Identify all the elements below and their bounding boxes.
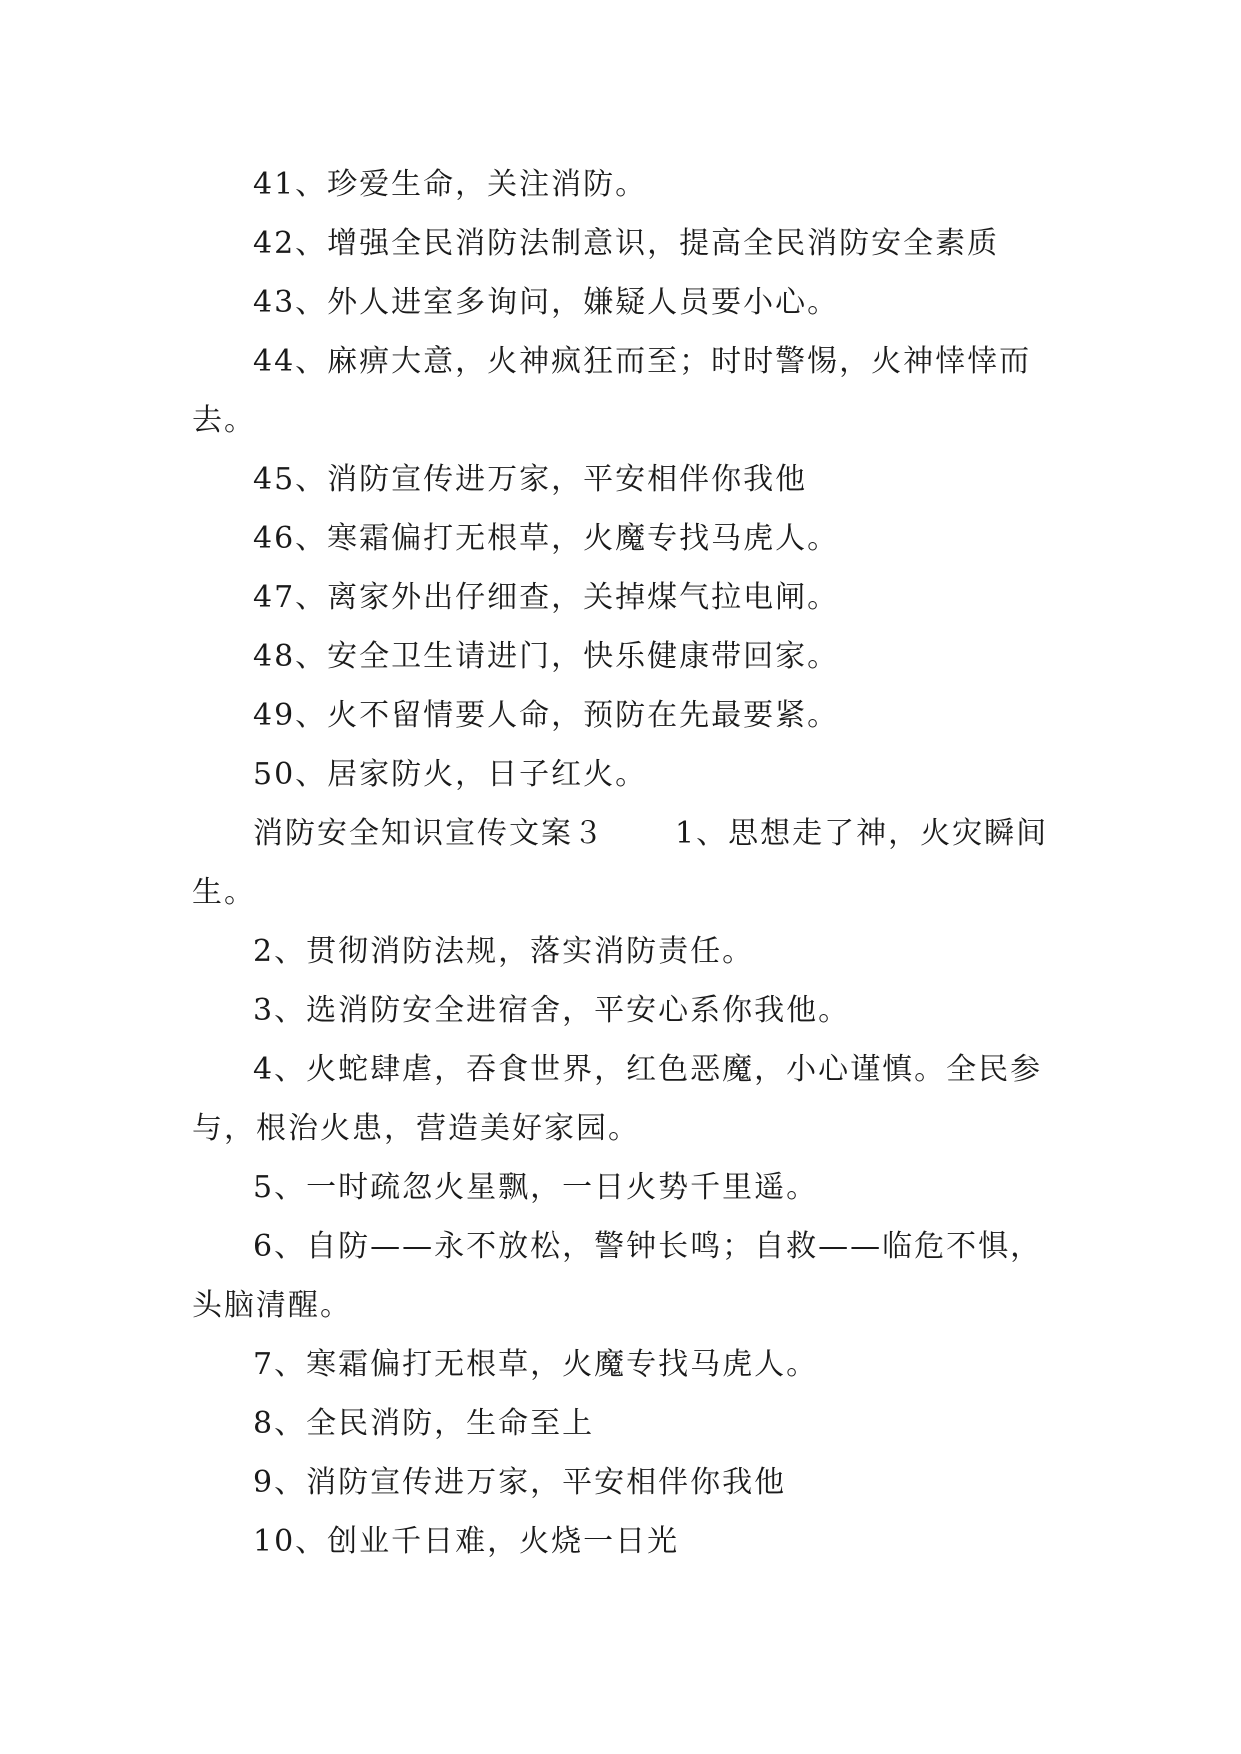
- section-three-paragraph: [192, 804, 1052, 922]
- slogan-3-2: 2、贯彻消防法规，落实消防责任。: [253, 934, 755, 969]
- slogan-48: 48、安全卫生请进门，快乐健康带回家。: [253, 639, 840, 674]
- slogan-42: 42、增强全民消防法制意识，提高全民消防安全素质: [253, 226, 1000, 261]
- slogan-43: 43、外人进室多询问，嫌疑人员要小心。: [253, 285, 840, 320]
- slogan-41: 41、珍爱生命，关注消防。: [253, 167, 648, 202]
- slogan-3-1: 1、思想走了神，火灾瞬间生。: [192, 816, 1049, 910]
- slogan-47: 47、离家外出仔细查，关掉煤气拉电闸。: [253, 580, 840, 615]
- slogan-3-10: 10、创业千日难，火烧一日光: [253, 1524, 680, 1559]
- slogan-3-3: 3、选消防安全进宿舍，平安心系你我他。: [253, 993, 851, 1028]
- slogan-44: 44、麻痹大意，火神疯狂而至；时时警惕，火神悻悻而去。: [192, 344, 1032, 438]
- slogan-46: 46、寒霜偏打无根草，火魔专找马虎人。: [253, 521, 840, 556]
- section-heading: 消防安全知识宣传文案３: [253, 816, 605, 851]
- slogan-50: 50、居家防火，日子红火。: [253, 757, 648, 792]
- slogan-49: 49、火不留情要人命，预防在先最要紧。: [253, 698, 840, 733]
- slogan-3-5: 5、一时疏忽火星飘，一日火势千里遥。: [253, 1170, 819, 1205]
- slogan-3-8: 8、全民消防，生命至上: [253, 1406, 595, 1441]
- document-body: [192, 155, 1052, 1571]
- slogan-3-7: 7、寒霜偏打无根草，火魔专找马虎人。: [253, 1347, 819, 1382]
- slogan-3-6: 6、自防——永不放松，警钟长鸣；自救——临危不惧，头脑清醒。: [192, 1229, 1043, 1323]
- slogan-45: 45、消防宣传进万家，平安相伴你我他: [253, 462, 808, 497]
- slogan-3-4: 4、火蛇肆虐，吞食世界，红色恶魔，小心谨慎。全民参与，根治火患，营造美好家园。: [192, 1052, 1043, 1146]
- slogan-3-9: 9、消防宣传进万家，平安相伴你我他: [253, 1465, 787, 1500]
